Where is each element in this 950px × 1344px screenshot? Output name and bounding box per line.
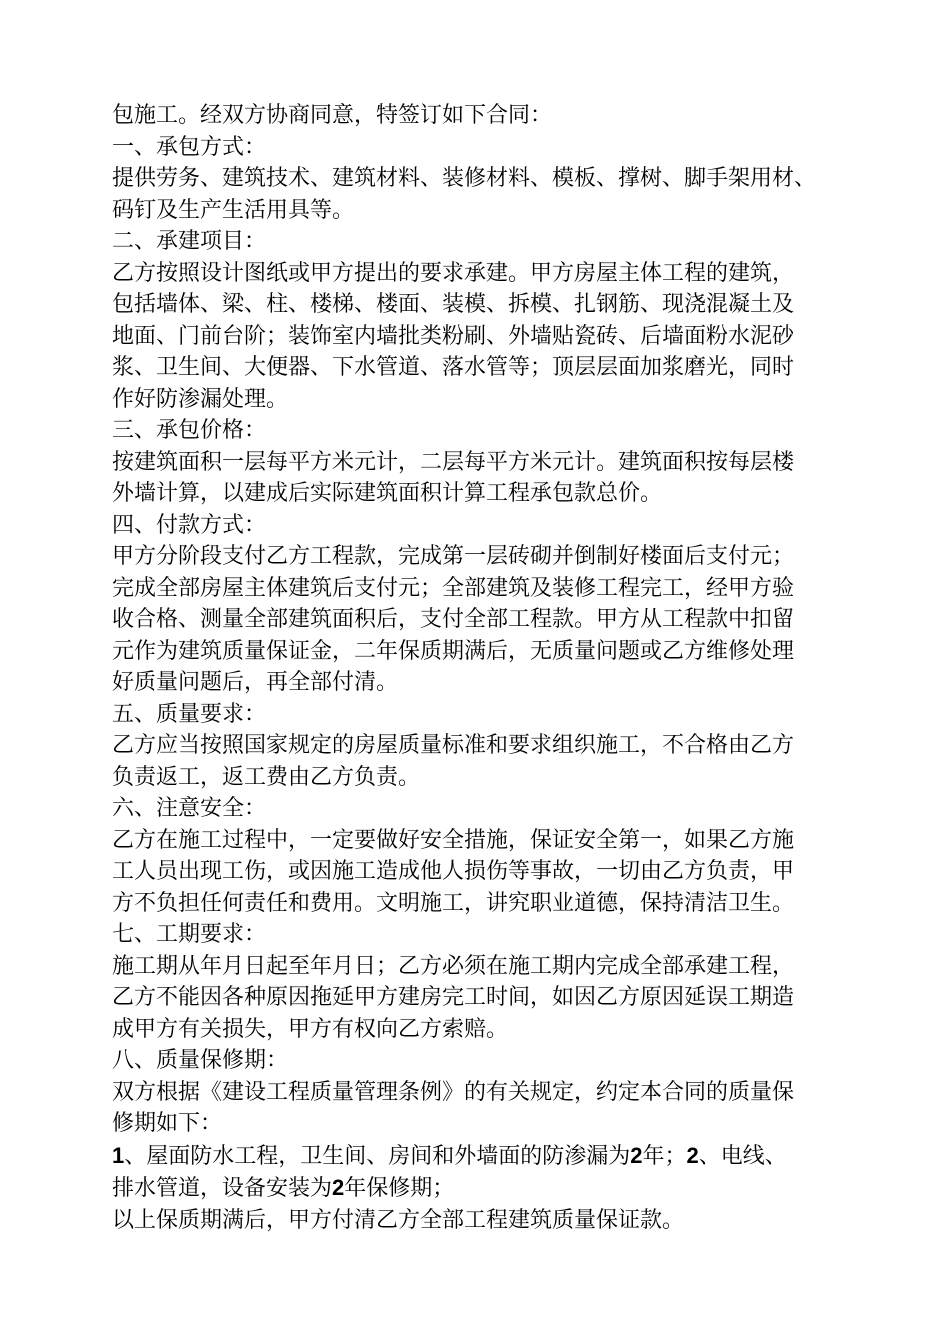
- warranty-item-line: [112, 1140, 872, 1173]
- section-heading-contract-price: 三、承包价格：: [112, 418, 267, 443]
- text-line: 包施工。经双方协商同意，特签订如下合同：: [112, 103, 553, 128]
- contract-page: [112, 100, 872, 1236]
- text-line: 外墙计算，以建成后实际建筑面积计算工程承包款总价。: [112, 481, 663, 506]
- text-line: 包括墙体、梁、柱、楼梯、楼面、装模、拆模、扎钢筋、现浇混凝土及: [112, 292, 795, 317]
- section-heading-warranty-period: 八、质量保修期：: [112, 1048, 289, 1073]
- text-line: 元作为建筑质量保证金，二年保质期满后，无质量问题或乙方维修处理: [112, 638, 795, 664]
- text-line: 地面、门前台阶；装饰室内墙批类粉刷、外墙贴瓷砖、后墙面粉水泥砂: [112, 323, 795, 349]
- text-line: 浆、卫生间、大便器、下水管道、落水管等；顶层层面加浆磨光，同时: [112, 355, 795, 380]
- item-text: 年；: [642, 1143, 687, 1169]
- text-line: 按建筑面积一层每平方米元计，二层每平方米元计。建筑面积按每层楼: [112, 449, 795, 475]
- text-line: 方不负担任何责任和费用。文明施工，讲究职业道德，保持清洁卫生。: [112, 890, 795, 916]
- item-number: 1: [112, 1142, 125, 1168]
- warranty-years: 2: [630, 1142, 643, 1168]
- item-number: 2: [686, 1142, 699, 1168]
- warranty-years: 2: [332, 1175, 345, 1200]
- section-heading-construction-items: 二、承建项目：: [112, 229, 267, 254]
- text-line: 提供劳务、建筑技术、建筑材料、装修材料、模板、撑树、脚手架用材、: [112, 166, 817, 191]
- text-line: 成甲方有关损失，甲方有权向乙方索赔。: [112, 1016, 509, 1042]
- text-line: 乙方在施工过程中，一定要做好安全措施，保证安全第一，如果乙方施: [112, 827, 795, 853]
- item-text: 排水管道，设备安装为: [112, 1176, 333, 1201]
- text-line: 乙方不能因各种原因拖延甲方建房完工时间，如因乙方原因延误工期造: [112, 985, 795, 1010]
- item-text: 年保修期；: [344, 1176, 455, 1201]
- section-heading-payment-method: 四、付款方式：: [112, 512, 267, 538]
- item-text: 、电线、: [698, 1143, 787, 1169]
- text-line: 乙方按照设计图纸或甲方提出的要求承建。甲方房屋主体工程的建筑，: [112, 260, 795, 286]
- text-line: 甲方分阶段支付乙方工程款，完成第一层砖砌并倒制好楼面后支付元；: [112, 544, 795, 569]
- item-text: 、屋面防水工程，卫生间、房间和外墙面的防渗漏为: [124, 1143, 631, 1169]
- text-line: 作好防渗漏处理。: [112, 386, 289, 412]
- section-heading-quality-requirements: 五、质量要求：: [112, 701, 267, 727]
- text-line: 修期如下：: [112, 1111, 223, 1136]
- text-line: 收合格、测量全部建筑面积后，支付全部工程款。甲方从工程款中扣留: [112, 607, 795, 632]
- text-line: 码钉及生产生活用具等。: [112, 197, 355, 223]
- warranty-item-line: [112, 1172, 872, 1205]
- text-line: 双方根据《建设工程质量管理条例》的有关规定，约定本合同的质量保: [112, 1079, 795, 1105]
- section-heading-safety: 六、注意安全：: [112, 796, 267, 821]
- text-line: 完成全部房屋主体建筑后支付元；全部建筑及装修工程完工，经甲方验: [112, 575, 795, 601]
- text-line: 工人员出现工伤，或因施工造成他人损伤等事故，一切由乙方负责，甲: [112, 859, 795, 884]
- text-line: 好质量问题后，再全部付清。: [112, 670, 399, 695]
- section-heading-schedule: 七、工期要求：: [112, 922, 267, 947]
- text-line: 负责返工，返工费由乙方负责。: [112, 764, 421, 790]
- closing-line: 以上保质期满后，甲方付清乙方全部工程建筑质量保证款。: [112, 1207, 685, 1233]
- section-heading-contract-method: 一、承包方式：: [112, 134, 267, 160]
- text-line: 乙方应当按照国家规定的房屋质量标准和要求组织施工，不合格由乙方: [112, 733, 795, 758]
- text-line: 施工期从年月日起至年月日；乙方必须在施工期内完成全部承建工程，: [112, 953, 795, 979]
